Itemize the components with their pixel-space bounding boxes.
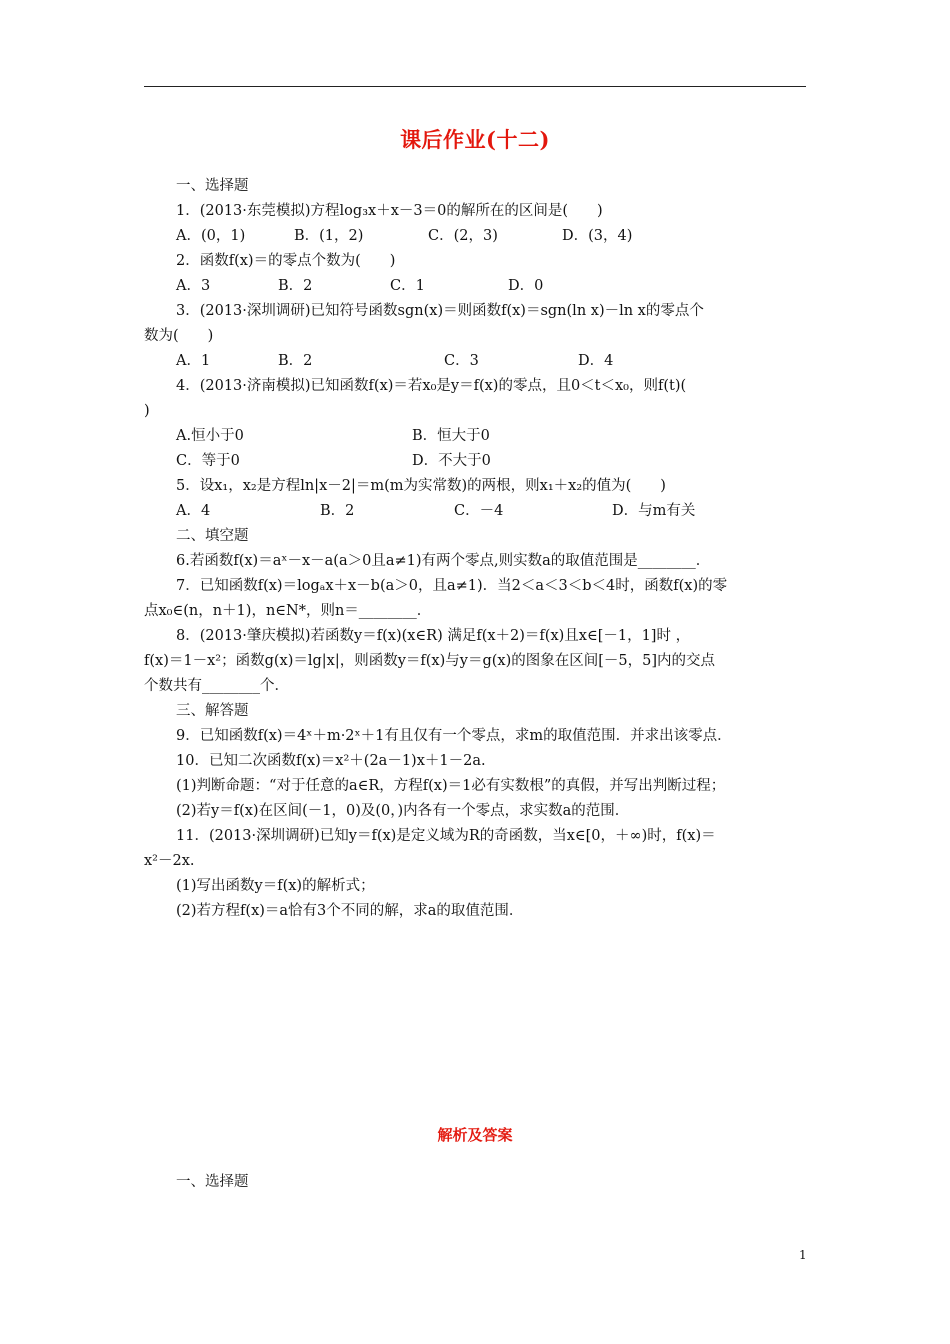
option: B．2 [320,503,355,519]
option: B．2 [278,353,313,369]
option: D．4 [578,353,614,369]
question-11-part-1: (1)写出函数y＝f(x)的解析式； [176,878,375,894]
page-title: 课后作业(十二) [400,127,550,152]
question-9: 9．已知函数f(x)＝4ˣ＋m·2ˣ＋1有且仅有一个零点，求m的取值范围．并求出该零点． [176,728,732,744]
answers-section-heading: 一、选择题 [176,1174,249,1190]
answers-title: 解析及答案 [437,1126,513,1144]
question-10-part-1: (1)判断命题：“对于任意的a∈R，方程f(x)＝1必有实数根”的真假，并写出判断过程； [176,778,726,794]
question-3-line-1: 3．(2013·深圳调研)已知符号函数sgn(x)＝则函数f(x)＝sgn(ln x)－ln x的零点个 [176,303,704,319]
option: D．0 [508,278,544,294]
question-3-options [144,349,808,374]
question-5: 5．设x₁，x₂是方程ln|x－2|＝m(m为实常数)的两根，则x₁＋x₂的值为( ) [176,478,666,494]
question-4-line-1: 4．(2013·济南模拟)已知函数f(x)＝若x₀是y＝f(x)的零点，且0＜t＜x₀，则f(t)( [176,378,687,394]
question-5-options [144,499,808,524]
section-heading-solve: 三、解答题 [176,703,249,719]
question-4-line-2: ) [144,403,150,419]
question-8-line-2: f(x)＝1－x²；函数g(x)＝lg|x|，则函数y＝f(x)与y＝g(x)的图象在区间[－5，5]内的交点 [144,653,715,669]
option: A．3 [176,278,211,294]
question-1: 1．(2013·东莞模拟)方程log₃x＋x－3＝0的解所在的区间是( ) [176,203,603,219]
question-11-line-1: 11．(2013·深圳调研)已知y＝f(x)是定义域为R的奇函数，当x∈[0，＋∞)时，f(x)＝ [176,828,716,844]
option: C．－4 [454,503,504,519]
option: C．(2，3) [428,228,498,244]
option: C．3 [444,353,479,369]
question-8-line-3: 个数共有________个． [144,678,289,694]
question-11-line-2: x²－2x. [144,853,195,869]
option: A．1 [176,353,211,369]
question-10-line-1: 10．已知二次函数f(x)＝x²＋(2a－1)x＋1－2a. [176,753,486,769]
option: A.恒小于0 [176,428,244,444]
question-4-options-row-2 [144,449,808,474]
option: B．恒大于0 [412,428,490,444]
question-2-options [144,274,808,299]
option: B．2 [278,278,313,294]
question-10-part-2: (2)若y＝f(x)在区间(－1，0)及(0，)内各有一个零点，求实数a的范围． [176,803,630,819]
header-rule [144,86,806,87]
option: B．(1，2) [294,228,364,244]
option: C．等于0 [176,453,240,469]
document-body [144,174,808,924]
question-2: 2．函数f(x)＝的零点个数为( ) [176,253,396,269]
question-7-line-1: 7．已知函数f(x)＝logₐx＋x－b(a＞0，且a≠1)．当2＜a＜3＜b＜4时，函数f(x)的零 [176,578,728,594]
section-heading-choice: 一、选择题 [176,178,249,194]
question-7-line-2: 点x₀∈(n，n＋1)，n∈N*，则n＝________． [144,603,432,619]
question-8-line-1: 8．(2013·肇庆模拟)若函数y＝f(x)(x∈R) 满足f(x＋2)＝f(x)且x∈[－1，1]时 ， [176,628,691,644]
question-4-options-row-1 [144,424,808,449]
section-heading-fill: 二、填空题 [176,528,249,544]
option: C．1 [390,278,425,294]
question-11-part-2: (2)若方程f(x)＝a恰有3个不同的解，求a的取值范围． [176,903,524,919]
option: D．与m有关 [612,503,696,519]
question-3-line-2: 数为( ) [144,328,214,344]
option: D．不大于0 [412,453,491,469]
option: A．(0，1) [176,228,246,244]
option: D．(3，4) [562,228,633,244]
option: A．4 [176,503,211,519]
page-number: 1 [799,1248,807,1262]
question-1-options [144,224,808,249]
question-6: 6.若函数f(x)＝aˣ－x－a(a＞0且a≠1)有两个零点,则实数a的取值范围是________． [176,553,711,569]
